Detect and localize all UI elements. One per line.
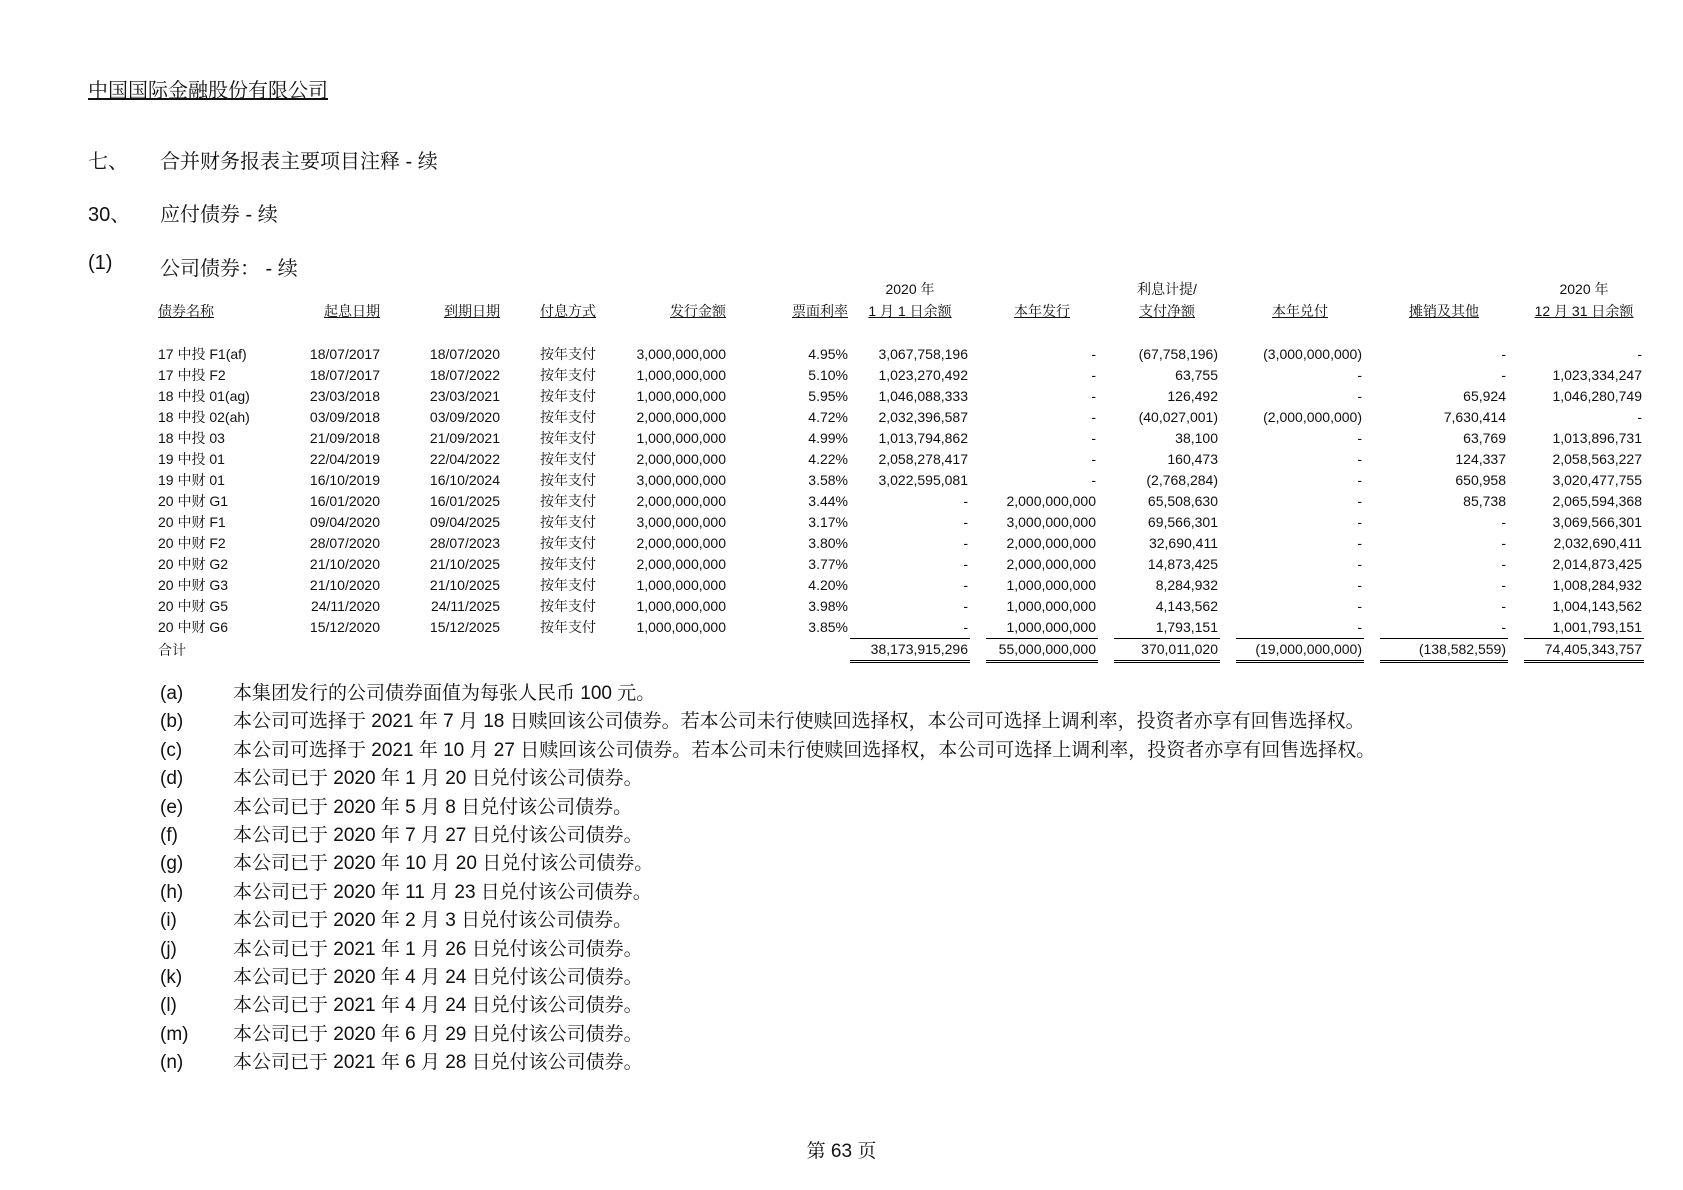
issue-amount-cell: 1,000,000,000 — [636, 388, 726, 404]
amortization-other-cell: - — [1501, 619, 1506, 635]
col-header: 付息方式 — [540, 303, 596, 319]
col-header: 1 月 1 日余额 — [868, 303, 952, 319]
note-label: (j) — [160, 938, 177, 960]
closing-balance-cell: 1,023,334,247 — [1552, 367, 1642, 383]
note-item — [160, 822, 1375, 850]
note-label: (c) — [160, 739, 183, 761]
interest-method-cell: 按年支付 — [540, 514, 596, 530]
note-label: (g) — [160, 853, 184, 875]
closing-balance-cell: 1,046,280,749 — [1552, 388, 1642, 404]
interest-net-cell: 38,100 — [1175, 430, 1218, 446]
table-row — [156, 491, 1644, 512]
closing-balance-cell: 1,013,896,731 — [1552, 430, 1642, 446]
interest-method-cell: 按年支付 — [540, 472, 596, 488]
closing-balance-cell: 1,008,284,932 — [1552, 577, 1642, 593]
interest-net-cell: 4,143,562 — [1155, 598, 1218, 614]
redeemed-this-year-cell: - — [1357, 493, 1362, 509]
issue-amount-cell: 3,000,000,000 — [636, 472, 726, 488]
interest-method-cell: 按年支付 — [540, 556, 596, 572]
coupon-rate-cell: 5.95% — [808, 388, 848, 404]
value-date-cell: 23/03/2018 — [309, 388, 380, 404]
value-date-cell: 09/04/2020 — [309, 514, 380, 530]
interest-net-cell: (67,758,196) — [1138, 346, 1218, 362]
opening-balance-cell: 3,067,758,196 — [878, 346, 968, 362]
note-item — [160, 992, 1375, 1020]
amortization-other-cell: - — [1501, 346, 1506, 362]
maturity-date-cell: 21/10/2025 — [429, 577, 500, 593]
issue-amount-cell: 2,000,000,000 — [636, 535, 726, 551]
closing-balance-cell: 2,065,594,368 — [1552, 493, 1642, 509]
issued-this-year-cell: - — [1091, 409, 1096, 425]
redeemed-this-year-cell: - — [1357, 451, 1362, 467]
opening-balance-cell: - — [963, 619, 968, 635]
table-row — [156, 470, 1644, 491]
bond-name-cell: 20 中财 F1 — [158, 514, 226, 530]
col-header-top: 利息计提/ — [1137, 281, 1197, 297]
table-row — [156, 449, 1644, 470]
opening-balance-cell: 1,023,270,492 — [878, 367, 968, 383]
redeemed-this-year-cell: - — [1357, 535, 1362, 551]
interest-net-cell: 32,690,411 — [1148, 535, 1218, 551]
value-date-cell: 16/01/2020 — [309, 493, 380, 509]
amortization-other-cell: 650,958 — [1455, 472, 1506, 488]
coupon-rate-cell: 4.95% — [808, 346, 848, 362]
issued-this-year-cell: - — [1091, 430, 1096, 446]
issue-amount-cell: 1,000,000,000 — [636, 430, 726, 446]
redeemed-this-year-cell: - — [1357, 472, 1362, 488]
opening-balance-cell: - — [963, 535, 968, 551]
amortization-other-cell: - — [1501, 514, 1506, 530]
closing-balance-cell: - — [1637, 409, 1642, 425]
issue-amount-cell: 1,000,000,000 — [636, 619, 726, 636]
note-item — [160, 680, 1375, 708]
opening-balance-cell: 1,013,794,862 — [878, 430, 968, 446]
total-closing: 74,405,343,757 — [1524, 639, 1644, 662]
value-date-cell: 03/09/2018 — [309, 409, 380, 425]
interest-method-cell: 按年支付 — [540, 598, 596, 614]
interest-net-cell: 8,284,932 — [1155, 577, 1218, 593]
issued-this-year-cell: 1,000,000,000 — [1006, 577, 1096, 593]
note-label: (m) — [160, 1023, 189, 1045]
issue-amount-cell: 1,000,000,000 — [636, 367, 726, 383]
value-date-cell: 15/12/2020 — [309, 619, 380, 636]
coupon-rate-cell: 3.77% — [808, 556, 848, 572]
note-text: 本公司已于 2021 年 4 月 24 日兑付该公司债券。 — [233, 995, 643, 1017]
note-item — [160, 1049, 1375, 1077]
redeemed-this-year-cell: - — [1357, 514, 1362, 530]
bond-name-cell: 20 中财 G2 — [158, 556, 229, 572]
redeemed-this-year-cell: - — [1357, 556, 1362, 572]
issued-this-year-cell: 2,000,000,000 — [1006, 535, 1096, 551]
interest-net-cell: 1,793,151 — [1155, 619, 1218, 635]
closing-balance-cell: 3,020,477,755 — [1552, 472, 1642, 488]
note-text: 本集团发行的公司债券面值为每张人民币 100 元。 — [233, 683, 656, 704]
interest-method-cell: 按年支付 — [540, 346, 596, 362]
amortization-other-cell: - — [1501, 577, 1506, 593]
table-row — [156, 554, 1644, 575]
table-row — [156, 596, 1644, 617]
coupon-rate-cell: 4.99% — [808, 430, 848, 446]
total-issued: 55,000,000,000 — [986, 639, 1098, 662]
issued-this-year-cell: - — [1091, 472, 1096, 488]
bonds-table — [156, 278, 1644, 663]
interest-method-cell: 按年支付 — [540, 367, 596, 383]
issue-amount-cell: 2,000,000,000 — [636, 451, 726, 467]
closing-balance-cell: 3,069,566,301 — [1552, 514, 1642, 530]
issue-amount-cell: 3,000,000,000 — [636, 514, 726, 530]
maturity-date-cell: 21/09/2021 — [429, 430, 500, 446]
total-opening: 38,173,915,296 — [850, 639, 970, 662]
interest-net-cell: 160,473 — [1167, 451, 1218, 467]
table-row — [156, 617, 1644, 639]
opening-balance-cell: - — [963, 493, 968, 509]
closing-balance-cell: - — [1637, 346, 1642, 362]
bond-name-cell: 20 中财 F2 — [158, 535, 226, 551]
issued-this-year-cell: 1,000,000,000 — [1006, 619, 1096, 635]
issued-this-year-cell: - — [1091, 346, 1096, 362]
bond-name-cell: 20 中财 G1 — [158, 493, 229, 509]
interest-method-cell: 按年支付 — [540, 409, 596, 425]
note-text: 本公司已于 2020 年 5 月 8 日兑付该公司债券。 — [233, 796, 633, 818]
bond-name-cell: 18 中投 02(ah) — [158, 409, 250, 425]
bond-name-cell: 20 中财 G6 — [158, 619, 229, 636]
coupon-rate-cell: 3.44% — [808, 493, 848, 509]
issue-amount-cell: 2,000,000,000 — [636, 493, 726, 509]
bond-name-cell: 19 中投 01 — [158, 451, 225, 467]
value-date-cell: 16/10/2019 — [309, 472, 380, 488]
note-label: (i) — [160, 910, 177, 932]
note-item — [160, 708, 1375, 736]
note-label: (n) — [160, 1052, 184, 1074]
bond-name-cell: 20 中财 G3 — [158, 577, 229, 593]
table-row — [156, 344, 1644, 365]
note-label: (l) — [160, 995, 177, 1017]
note-item — [160, 1021, 1375, 1049]
note-text: 本公司已于 2020 年 7 月 27 日兑付该公司债券。 — [233, 824, 643, 846]
col-header: 支付净额 — [1139, 303, 1195, 319]
section-number: 七、 — [88, 151, 128, 173]
amortization-other-cell: 124,337 — [1455, 451, 1506, 467]
company-name: 中国国际金融股份有限公司 — [88, 80, 328, 102]
issued-this-year-cell: 2,000,000,000 — [1006, 556, 1096, 572]
coupon-rate-cell: 5.10% — [808, 367, 848, 383]
interest-net-cell: 65,508,630 — [1147, 493, 1218, 509]
note-item — [160, 794, 1375, 822]
table-header-line2 — [156, 300, 1644, 322]
section-title: 合并财务报表主要项目注释 - 续 — [160, 151, 438, 173]
note-item — [160, 850, 1375, 878]
issued-this-year-cell: - — [1091, 388, 1096, 404]
table-row — [156, 428, 1644, 449]
table-row — [156, 533, 1644, 554]
redeemed-this-year-cell: - — [1357, 388, 1362, 404]
note-text: 本公司已于 2020 年 10 月 20 日兑付该公司债券。 — [233, 853, 654, 875]
interest-method-cell: 按年支付 — [540, 535, 596, 551]
note-label: (d) — [160, 768, 184, 790]
redeemed-this-year-cell: - — [1357, 430, 1362, 446]
value-date-cell: 18/07/2017 — [309, 367, 380, 383]
note-label: (h) — [160, 881, 184, 903]
coupon-rate-cell: 3.98% — [808, 598, 848, 614]
note-item — [160, 964, 1375, 992]
note-item — [160, 907, 1375, 935]
note-label: (b) — [160, 711, 184, 733]
maturity-date-cell: 15/12/2025 — [429, 619, 500, 636]
issue-amount-cell: 2,000,000,000 — [636, 409, 726, 425]
amortization-other-cell: - — [1501, 367, 1506, 383]
table-row — [156, 575, 1644, 596]
bond-name-cell: 17 中投 F1(af) — [158, 346, 247, 362]
total-row — [156, 639, 1644, 662]
interest-method-cell: 按年支付 — [540, 388, 596, 404]
note-label: (a) — [160, 683, 184, 704]
amortization-other-cell: 85,738 — [1463, 493, 1506, 509]
opening-balance-cell: - — [963, 514, 968, 530]
maturity-date-cell: 22/04/2022 — [429, 451, 500, 467]
amortization-other-cell: 7,630,414 — [1443, 409, 1506, 425]
total-interest: 370,011,020 — [1114, 639, 1220, 662]
value-date-cell: 21/10/2020 — [309, 556, 380, 572]
amortization-other-cell: 65,924 — [1463, 388, 1506, 404]
note-item — [160, 765, 1375, 793]
maturity-date-cell: 09/04/2025 — [429, 514, 500, 530]
table-row — [156, 407, 1644, 428]
value-date-cell: 21/09/2018 — [309, 430, 380, 446]
value-date-cell: 24/11/2020 — [310, 598, 380, 614]
interest-net-cell: 126,492 — [1167, 388, 1218, 404]
issued-this-year-cell: - — [1091, 367, 1096, 383]
coupon-rate-cell: 3.58% — [808, 472, 848, 488]
note-label: (f) — [160, 824, 178, 846]
note-item — [160, 936, 1375, 964]
col-header: 摊销及其他 — [1409, 303, 1479, 319]
maturity-date-cell: 28/07/2023 — [429, 535, 500, 551]
bond-name-cell: 18 中投 03 — [158, 430, 225, 446]
note-text: 本公司可选择于 2021 年 10 月 27 日赎回该公司债券。若本公司未行使赎回选择权，本公司可选择上调利率，投资者亦享有回售选择权。 — [233, 739, 1376, 761]
table-row — [156, 365, 1644, 386]
interest-net-cell: 69,566,301 — [1147, 514, 1218, 530]
opening-balance-cell: 3,022,595,081 — [878, 472, 968, 488]
note-text: 本公司已于 2020 年 6 月 29 日兑付该公司债券。 — [233, 1023, 643, 1045]
col-header: 起息日期 — [324, 303, 380, 319]
note-text: 本公司已于 2020 年 1 月 20 日兑付该公司债券。 — [233, 768, 643, 790]
maturity-date-cell: 24/11/2025 — [430, 598, 500, 614]
col-header-top: 2020 年 — [885, 281, 935, 297]
subsection-title: 应付债券 - 续 — [160, 204, 278, 226]
maturity-date-cell: 16/10/2024 — [429, 472, 500, 488]
amortization-other-cell: - — [1501, 598, 1506, 614]
coupon-rate-cell: 4.20% — [808, 577, 848, 593]
col-header: 到期日期 — [444, 303, 500, 319]
interest-method-cell: 按年支付 — [540, 451, 596, 467]
interest-method-cell: 按年支付 — [540, 619, 596, 636]
notes-list — [160, 680, 1375, 1077]
note-text: 本公司可选择于 2021 年 7 月 18 日赎回该公司债券。若本公司未行使赎回选择权，本公司可选择上调利率，投资者亦享有回售选择权。 — [233, 711, 1365, 733]
closing-balance-cell: 2,014,873,425 — [1552, 556, 1642, 572]
coupon-rate-cell: 3.85% — [808, 619, 848, 636]
value-date-cell: 22/04/2019 — [309, 451, 380, 467]
issued-this-year-cell: 3,000,000,000 — [1006, 514, 1096, 530]
table-row — [156, 386, 1644, 407]
redeemed-this-year-cell: - — [1357, 598, 1362, 614]
table-header-line1 — [156, 278, 1644, 300]
note-label: (k) — [160, 966, 183, 988]
maturity-date-cell: 18/07/2020 — [429, 346, 500, 362]
issued-this-year-cell: - — [1091, 451, 1096, 467]
col-header: 12 月 31 日余额 — [1534, 303, 1634, 319]
issued-this-year-cell: 1,000,000,000 — [1006, 598, 1096, 614]
interest-method-cell: 按年支付 — [540, 577, 596, 593]
coupon-rate-cell: 3.80% — [808, 535, 848, 551]
note-label: (e) — [160, 796, 184, 818]
opening-balance-cell: 2,058,278,417 — [878, 451, 968, 467]
col-header: 本年发行 — [1014, 303, 1070, 319]
value-date-cell: 28/07/2020 — [309, 535, 380, 551]
redeemed-this-year-cell: (2,000,000,000) — [1263, 409, 1362, 425]
redeemed-this-year-cell: - — [1357, 367, 1362, 383]
table-row — [156, 512, 1644, 533]
note-text: 本公司已于 2021 年 1 月 26 日兑付该公司债券。 — [233, 938, 643, 960]
coupon-rate-cell: 4.72% — [808, 409, 848, 425]
opening-balance-cell: 1,046,088,333 — [878, 388, 968, 404]
redeemed-this-year-cell: (3,000,000,000) — [1263, 346, 1362, 362]
bond-name-cell: 19 中财 01 — [158, 472, 225, 488]
item-title: 公司债券： - 续 — [160, 258, 298, 280]
interest-method-cell: 按年支付 — [540, 493, 596, 509]
col-header: 票面利率 — [792, 303, 848, 319]
issue-amount-cell: 3,000,000,000 — [636, 346, 726, 362]
interest-net-cell: (40,027,001) — [1138, 409, 1218, 425]
maturity-date-cell: 18/07/2022 — [429, 367, 500, 383]
opening-balance-cell: 2,032,396,587 — [878, 409, 968, 425]
amortization-other-cell: - — [1501, 535, 1506, 551]
issue-amount-cell: 1,000,000,000 — [636, 598, 726, 614]
interest-method-cell: 按年支付 — [540, 430, 596, 446]
maturity-date-cell: 03/09/2020 — [429, 409, 500, 425]
col-header-top: 2020 年 — [1559, 281, 1609, 297]
total-redeemed: (19,000,000,000) — [1236, 639, 1364, 662]
note-text: 本公司已于 2020 年 4 月 24 日兑付该公司债券。 — [233, 966, 643, 988]
bond-name-cell: 20 中财 G5 — [158, 598, 229, 614]
col-header: 债券名称 — [158, 303, 214, 319]
interest-net-cell: (2,768,284) — [1146, 472, 1218, 488]
closing-balance-cell: 1,004,143,562 — [1552, 598, 1642, 614]
interest-net-cell: 14,873,425 — [1147, 556, 1218, 572]
redeemed-this-year-cell: - — [1357, 577, 1362, 593]
issued-this-year-cell: 2,000,000,000 — [1006, 493, 1096, 509]
amortization-other-cell: 63,769 — [1463, 430, 1506, 446]
closing-balance-cell: 1,001,793,151 — [1552, 619, 1642, 635]
col-header: 本年兑付 — [1272, 303, 1328, 319]
note-item — [160, 737, 1375, 765]
item-number: (1) — [88, 252, 113, 274]
value-date-cell: 18/07/2017 — [309, 346, 380, 362]
note-item — [160, 879, 1375, 907]
col-header: 发行金额 — [670, 303, 726, 319]
interest-net-cell: 63,755 — [1175, 367, 1218, 383]
maturity-date-cell: 16/01/2025 — [429, 493, 500, 509]
issue-amount-cell: 2,000,000,000 — [636, 556, 726, 572]
issue-amount-cell: 1,000,000,000 — [636, 577, 726, 593]
coupon-rate-cell: 3.17% — [808, 514, 848, 530]
closing-balance-cell: 2,058,563,227 — [1552, 451, 1642, 467]
opening-balance-cell: - — [963, 577, 968, 593]
redeemed-this-year-cell: - — [1357, 619, 1362, 635]
maturity-date-cell: 21/10/2025 — [429, 556, 500, 572]
amortization-other-cell: - — [1501, 556, 1506, 572]
bond-name-cell: 18 中投 01(ag) — [158, 388, 250, 404]
opening-balance-cell: - — [963, 598, 968, 614]
note-text: 本公司已于 2020 年 11 月 23 日兑付该公司债券。 — [233, 881, 652, 903]
bond-name-cell: 17 中投 F2 — [158, 367, 226, 383]
note-text: 本公司已于 2020 年 2 月 3 日兑付该公司债券。 — [233, 910, 633, 932]
value-date-cell: 21/10/2020 — [309, 577, 380, 593]
opening-balance-cell: - — [963, 556, 968, 572]
subsection-number: 30、 — [88, 204, 131, 226]
note-text: 本公司已于 2021 年 6 月 28 日兑付该公司债券。 — [233, 1052, 643, 1074]
coupon-rate-cell: 4.22% — [808, 451, 848, 467]
maturity-date-cell: 23/03/2021 — [429, 388, 500, 404]
page-number: 第 63 页 — [806, 1141, 877, 1162]
closing-balance-cell: 2,032,690,411 — [1553, 535, 1642, 551]
total-label: 合计 — [158, 641, 186, 658]
total-amortization: (138,582,559) — [1380, 639, 1508, 662]
